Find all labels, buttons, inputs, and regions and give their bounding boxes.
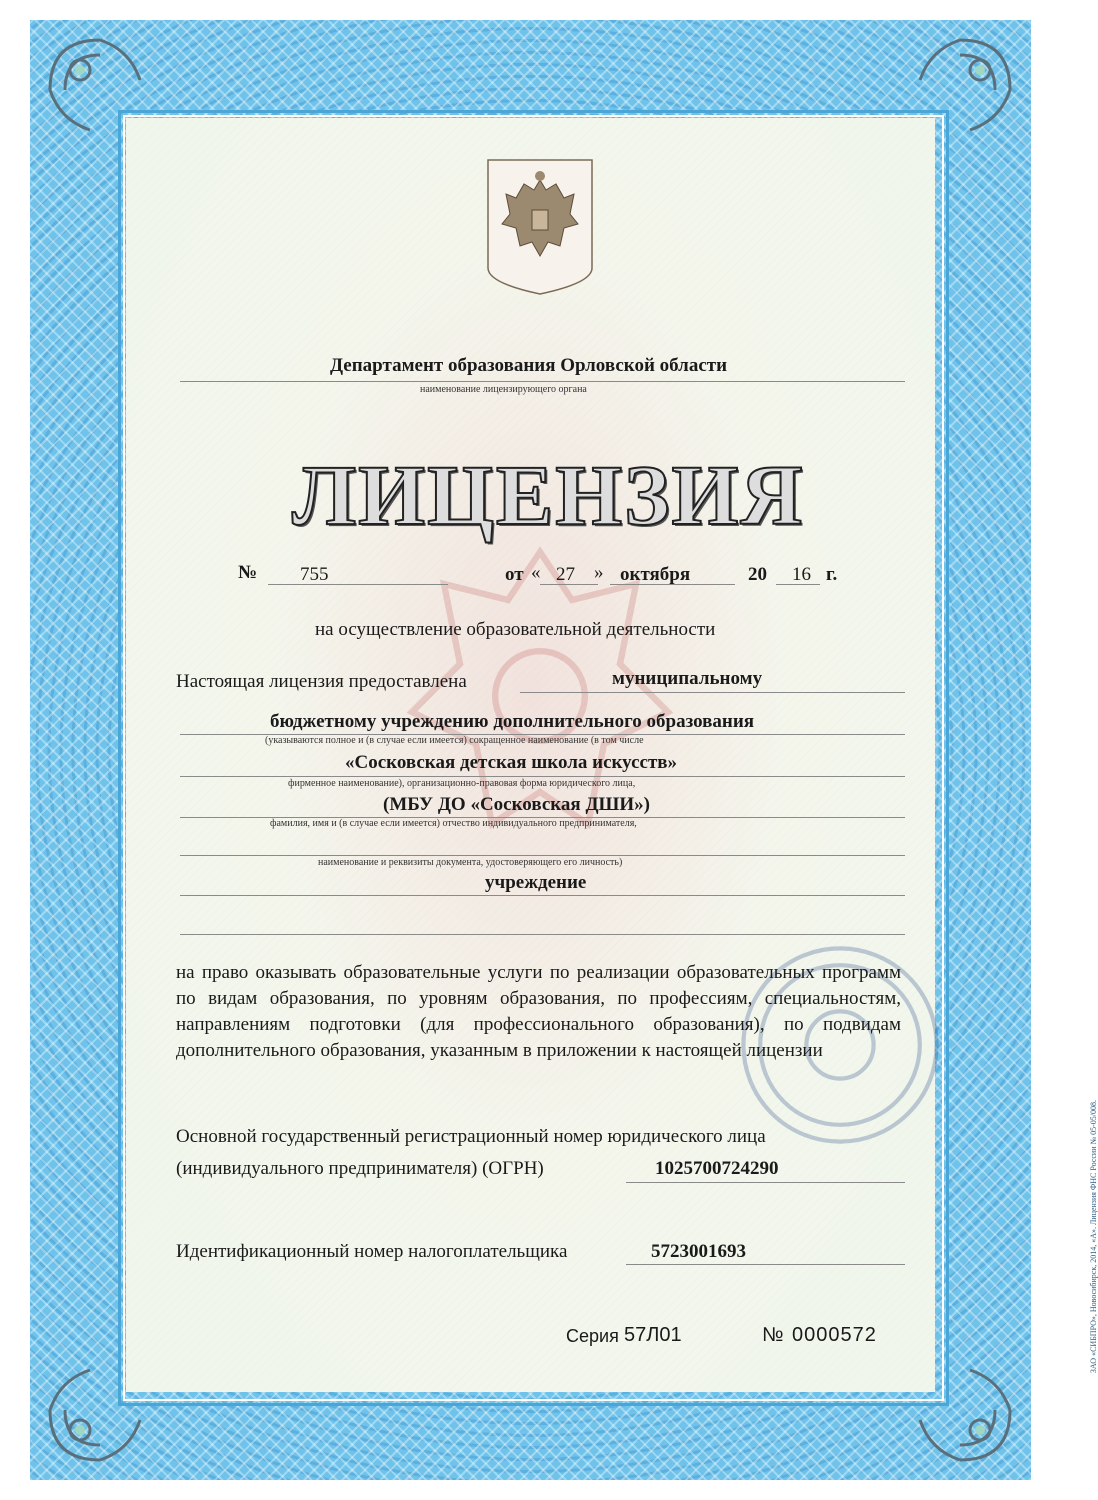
licensee-line-1-underline bbox=[520, 692, 905, 693]
date-month-underline bbox=[610, 584, 735, 585]
license-number-label: № bbox=[238, 562, 258, 583]
license-number-value: 755 bbox=[300, 564, 329, 585]
license-subject: на осуществление образовательной деятельности bbox=[315, 619, 716, 640]
date-open-quote: « bbox=[531, 562, 541, 583]
date-year-underline bbox=[776, 584, 820, 585]
series-number-label: № bbox=[762, 1324, 784, 1346]
series-label: Серия bbox=[566, 1326, 619, 1346]
date-year-abbr: г. bbox=[826, 564, 838, 585]
licensee-caption-2: фирменное наименование), организационно-правовая форма юридического лица, bbox=[288, 778, 636, 789]
inn-underline bbox=[626, 1264, 905, 1265]
licensee-line-5: учреждение bbox=[485, 872, 587, 893]
inn-label: Идентификационный номер налогоплательщика bbox=[176, 1241, 568, 1262]
authority-underline bbox=[180, 381, 905, 382]
licensee-line-5-underline bbox=[180, 895, 905, 896]
licensing-authority-name: Департамент образования Орловской области bbox=[330, 355, 728, 376]
license-rights-text: на право оказывать образовательные услуги по реализации образовательных программ по видам образования, по уровням образования, по профессиям, специальностям, направлениям подготовки (для профессионального образования), по подвидам дополнительного образования, указанным в приложении к настоящей лицензии bbox=[176, 962, 901, 1061]
ogrn-label-line-2: (индивидуального предпринимателя) (ОГРН) bbox=[176, 1158, 544, 1179]
licensee-blank-underline bbox=[180, 855, 905, 856]
licensee-extra-underline bbox=[180, 934, 905, 935]
ogrn-underline bbox=[626, 1182, 905, 1183]
coat-of-arms-emblem bbox=[486, 158, 594, 296]
ogrn-label-line-1: Основной государственный регистрационный номер юридического лица bbox=[176, 1126, 766, 1147]
licensee-caption-1: (указываются полное и (в случае если имеется) сокращенное наименование (в том числе bbox=[265, 735, 644, 746]
ogrn-value: 1025700724290 bbox=[655, 1158, 779, 1179]
printer-note: ЗАО «СИБПРО», Новосибирск, 2014, «А». Лицензия ФНС России № 05-05/008. bbox=[1089, 1100, 1098, 1374]
licensee-line-4: (МБУ ДО «Сосковская ДШИ») bbox=[383, 794, 650, 815]
licensee-caption-4: наименование и реквизиты документа, удостоверяющего его личность) bbox=[318, 857, 623, 868]
licensee-line-3: «Сосковская детская школа искусств» bbox=[345, 752, 678, 773]
series-value: 57Л01 bbox=[624, 1324, 682, 1346]
date-day: 27 bbox=[556, 564, 575, 585]
licensee-line-3-underline bbox=[180, 776, 905, 777]
date-year-prefix: 20 bbox=[748, 564, 767, 585]
date-month: октября bbox=[620, 564, 691, 585]
licensee-intro: Настоящая лицензия предоставлена bbox=[176, 671, 467, 692]
date-prefix: от bbox=[505, 564, 524, 585]
date-day-underline bbox=[540, 584, 598, 585]
series-number-value: 0000572 bbox=[792, 1324, 877, 1346]
licensee-line-1: муниципальному bbox=[612, 668, 763, 689]
date-year-suffix: 16 bbox=[792, 564, 811, 585]
inn-value: 5723001693 bbox=[651, 1241, 746, 1262]
license-number-underline bbox=[268, 584, 448, 585]
authority-caption: наименование лицензирующего органа bbox=[420, 384, 587, 395]
licensee-caption-3: фамилия, имя и (в случае если имеется) отчество индивидуального предпринимателя, bbox=[270, 818, 637, 829]
date-close-quote: » bbox=[594, 562, 604, 583]
licensee-line-2: бюджетному учреждению дополнительного образования bbox=[270, 711, 755, 732]
document-title: ЛИЦЕНЗИЯ bbox=[292, 447, 805, 543]
